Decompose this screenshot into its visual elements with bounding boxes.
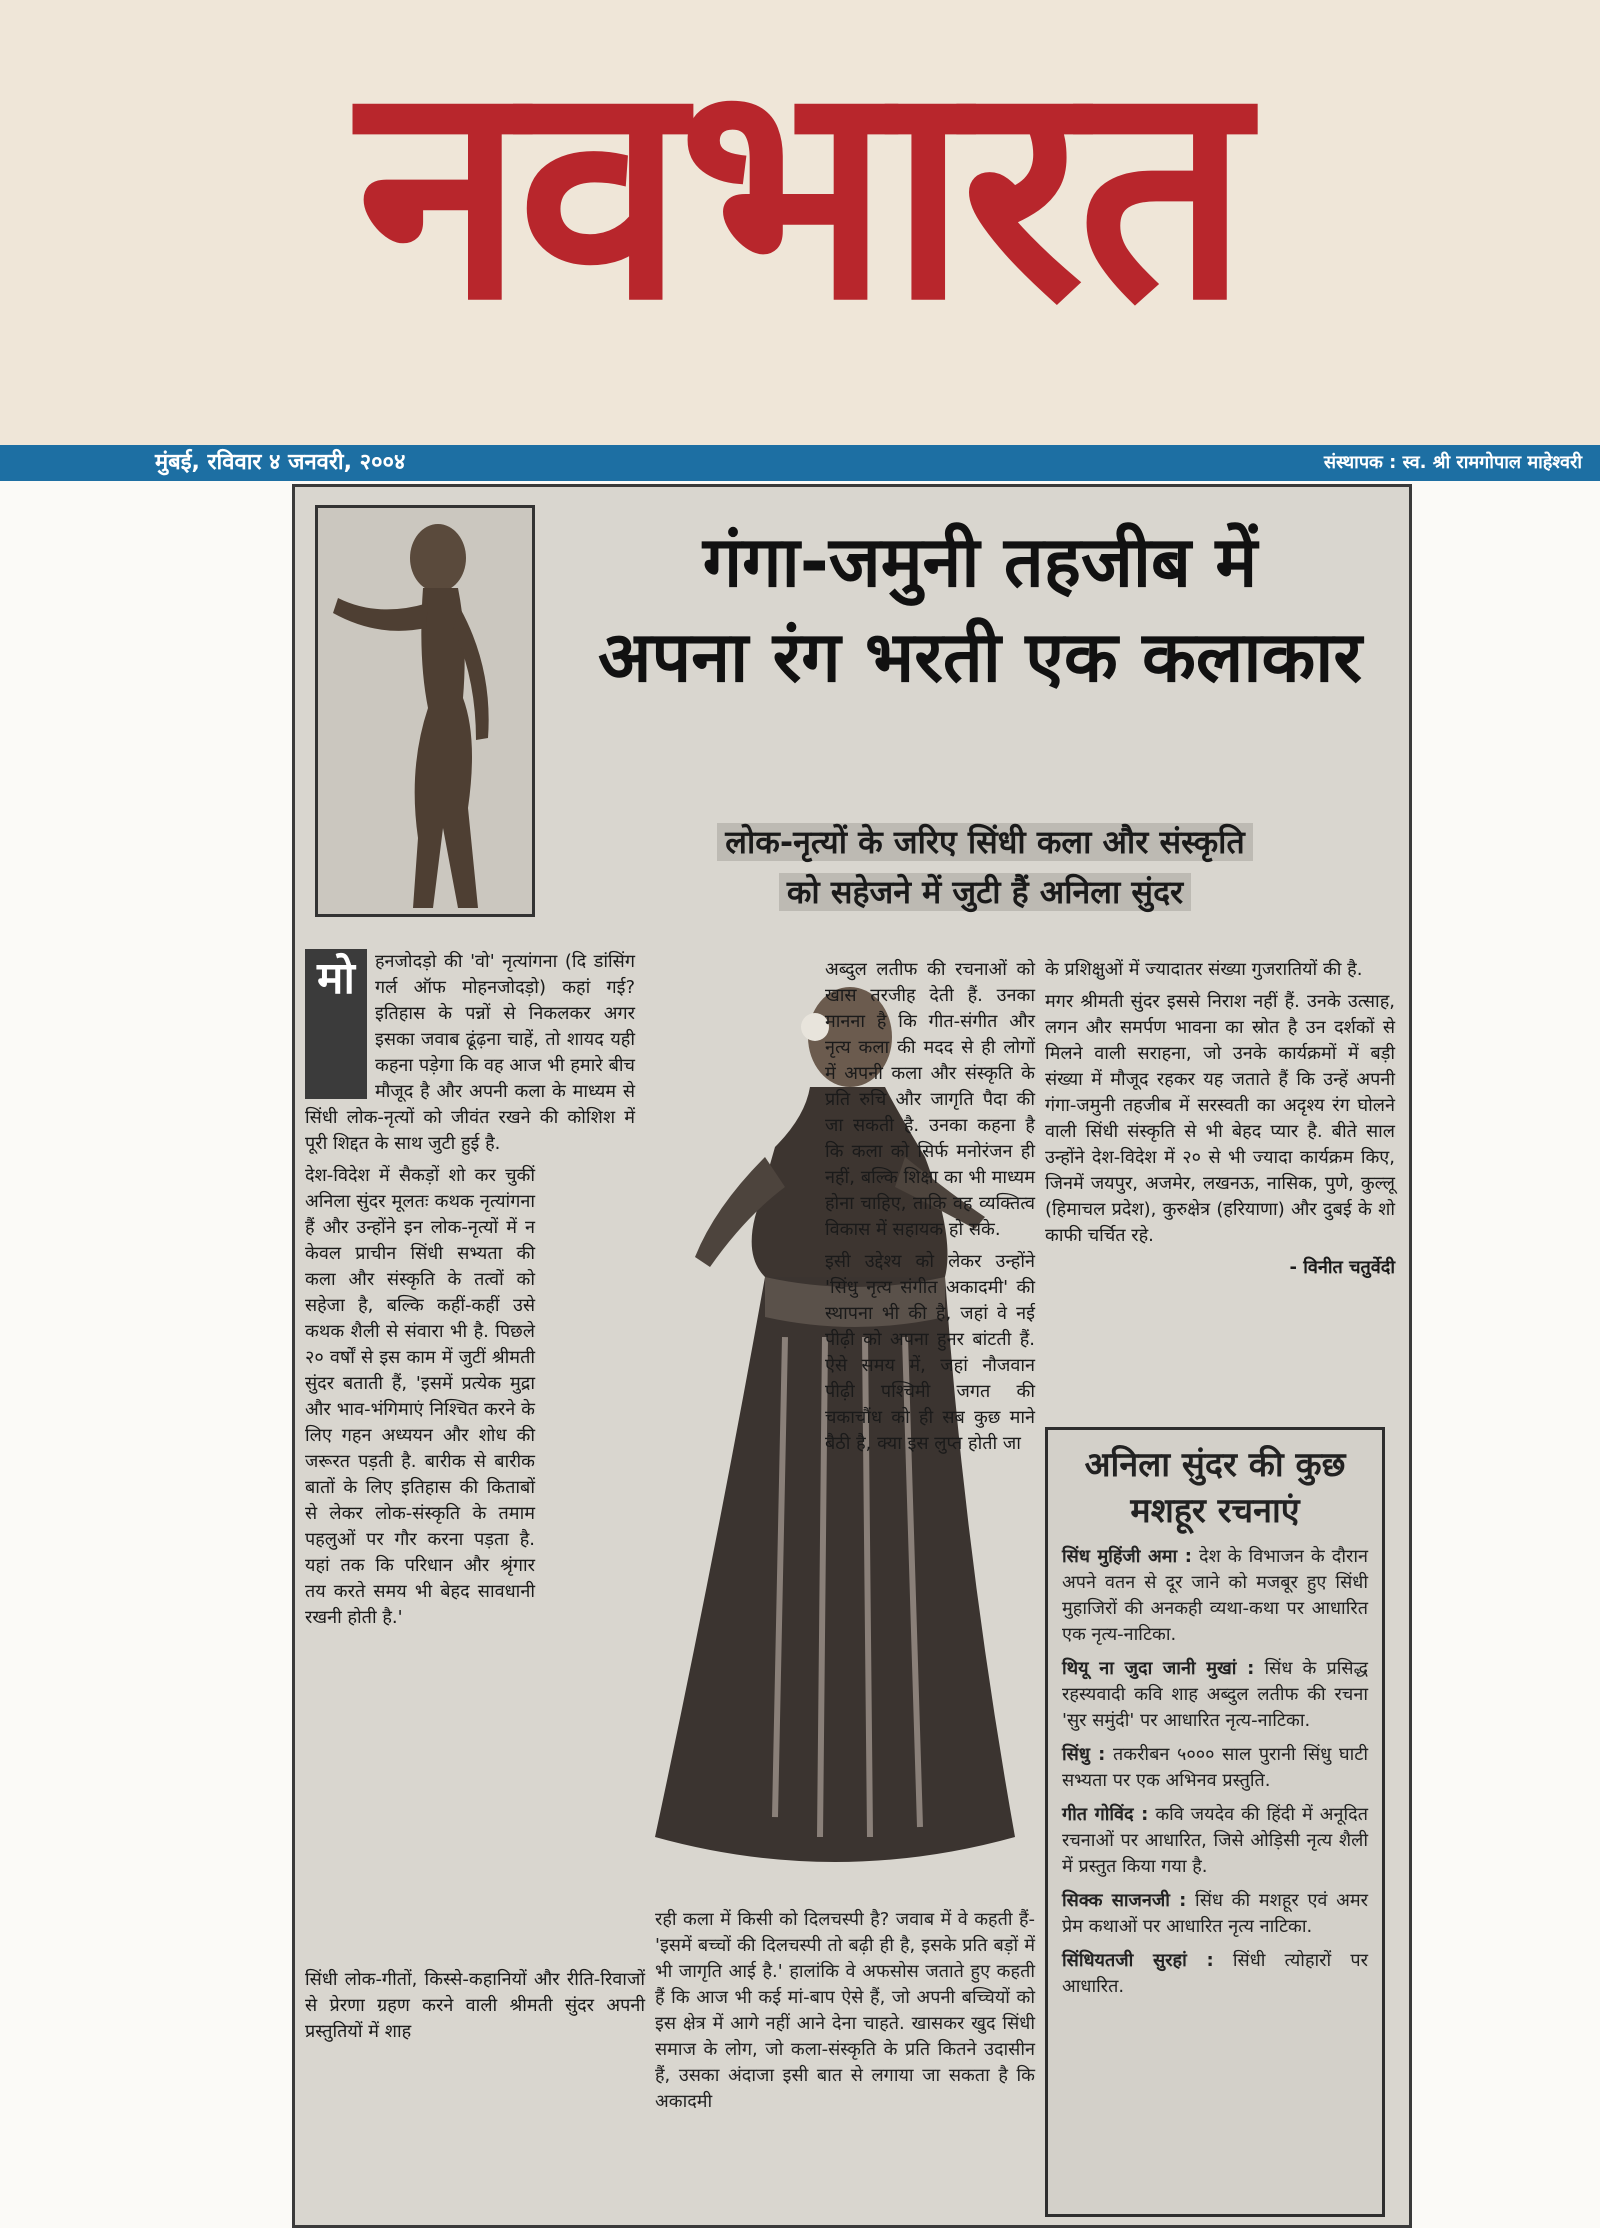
sidebar-item-desc: सिंध की मशहूर एवं अमर प्रेम कथाओं पर आधारित नृत्य नाटिका. — [1062, 1890, 1368, 1937]
statue-figure-icon — [318, 508, 532, 914]
col1-paragraph-2: देश-विदेश में सैकड़ों शो कर चुकीं अनिला सुंदर मूलतः कथक नृत्यांगना हैं और उन्होंने इन लोक-नृत्यों में न केवल प्राचीन सिंधी सभ्यता की कला और संस्कृति के तत्वों को सहेजा है, बल्कि कहीं-कहीं उसे कथक शैली से संवारा भी है. पिछले २० वर्षों से इस काम में जुटीं श्रीमती सुंदर बताती हैं, 'इसमें प्रत्येक मुद्रा और भाव-भंगिमाएं निश्चित करने के लिए गहन अध्ययन और शोध की जरूरत पड़ती है. बारीक से बारीक बातों के लिए इतिहास की किताबों से लेकर लोक-संस्कृति के तमाम पहलुओं पर गौर करना पड़ता है. यहां तक कि परिधान और श्रृंगार तय करते समय भी बेहद सावधानी रखनी होती है.' — [305, 1165, 535, 1628]
sidebar-item-name: सिंधु : — [1062, 1744, 1106, 1765]
founder-credit: संस्थापक : स्व. श्री रामगोपाल माहेश्वरी — [1323, 452, 1582, 473]
sidebar-item — [1062, 1656, 1368, 1734]
sidebar-item-desc: तकरीबन ५००० साल पुरानी सिंधु घाटी सभ्यता पर एक अभिनव प्रस्तुति. — [1062, 1744, 1368, 1791]
col2-paragraph-2: इसी उद्देश्य को लेकर उन्होंने 'सिंधु नृत्य संगीत अकादमी' की स्थापना भी की है, जहां वे नई पीढ़ी को अपना हुनर बांटती हैं. ऐसे समय में, जहां नौजवान पीढ़ी पश्चिमी जगत की चकाचौंध को ही सब कुछ माने बैठी है, क्या इस लुप्त होती जा — [825, 1251, 1035, 1454]
sidebar-item-name: सिंधियतजी सुरहां : — [1062, 1950, 1214, 1971]
article-column-2 — [825, 957, 1035, 1463]
col2-paragraph-1: अब्दुल लतीफ की रचनाओं को खास तरजीह देती हैं. उनका मानना है कि गीत-संगीत और नृत्य कला की मदद से ही लोगों में अपनी कला और संस्कृति के प्रति रुचि और जागृति पैदा की जा सकती है. उनका कहना है कि कला को सिर्फ मनोरंजन ही नहीं, बल्कि शिक्षा का भी माध्यम होना चाहिए, ताकि वह व्यक्तित्व विकास में सहायक हो सके. — [825, 959, 1035, 1240]
dancing-girl-statue-photo — [315, 505, 535, 917]
masthead-info-bar — [0, 445, 1600, 481]
sidebar-item-name: थियू ना जुदा जानी मुखां : — [1062, 1658, 1255, 1679]
headline-line-2: अपना रंग भरती एक कलाकार — [598, 616, 1362, 698]
drop-cap: मो — [305, 949, 367, 1099]
sidebar-item-name: गीत गोविंद : — [1062, 1804, 1149, 1825]
bottom-paragraph: रही कला में किसी को दिलचस्पी है? जवाब में वे कहती हैं- 'इसमें बच्चों की दिलचस्पी तो बढ़ी ही है, इसके प्रति बड़ों में भी जागृति आई है.' हालांकि वे अफसोस जताते हुए कहती हैं कि आज भी कई मां-बाप ऐसे हैं, जो अपनी बच्चियों को इस क्षेत्र में आगे नहीं आने देना चाहते. खासकर खुद सिंधी समाज के लोग, जो कला-संस्कृति के प्रति कितने उदासीन हैं, उसका अंदाजा इसी बात से लगाया जा सकता है कि अकादमी — [655, 1909, 1035, 2112]
sidebar-title: अनिला सुंदर की कुछ मशहूर रचनाएं — [1084, 1445, 1346, 1531]
article-column-3 — [1045, 957, 1395, 1281]
article-column-1 — [305, 949, 635, 1637]
works-sidebar-box — [1045, 1427, 1385, 2217]
sidebar-item — [1062, 1888, 1368, 1940]
sidebar-item-desc: सिंधी त्योहारों पर आधारित. — [1062, 1950, 1368, 1997]
article-bottom-column — [655, 1907, 1035, 2115]
article-column-1-continued — [305, 1967, 645, 2051]
dateline: मुंबई, रविवार ४ जनवरी, २००४ — [155, 450, 406, 475]
newspaper-title: नवभारत — [357, 13, 1243, 366]
subheadline — [565, 817, 1405, 917]
sidebar-item-desc: देश के विभाजन के दौरान अपने वतन से दूर जाने को मजबूर हुए सिंधी मुहाजिरों की अनकही व्यथा-कथा पर आधारित एक नृत्य-नाटिका. — [1062, 1546, 1368, 1645]
byline-signature: - विनीत चतुर्वेदी — [1289, 1257, 1395, 1278]
sidebar-item-name: सिक्क साजनजी : — [1062, 1890, 1187, 1911]
masthead — [0, 0, 1600, 445]
headline-line-1: गंगा-जमुनी तहजीब में — [702, 521, 1258, 603]
article-clipping — [292, 484, 1412, 2228]
subhead-line-1: लोक-नृत्यों के जरिए सिंधी कला और संस्कृति — [717, 823, 1252, 861]
sidebar-item-name: सिंध मुहिंजी अमा : — [1062, 1546, 1192, 1567]
sidebar-item-desc: सिंध के प्रसिद्ध रहस्यवादी कवि शाह अब्दुल लतीफ की रचना 'सुर समुंदी' पर आधारित नृत्य-नाटिका. — [1062, 1658, 1368, 1731]
subhead-line-2: को सहेजने में जुटी हैं अनिला सुंदर — [779, 873, 1191, 911]
sidebar-item — [1062, 1948, 1368, 2000]
col1-paragraph-3: सिंधी लोक-गीतों, किस्से-कहानियों और रीति-रिवाजों से प्रेरणा ग्रहण करने वाली श्रीमती सुंदर अपनी प्रस्तुतियों में शाह — [305, 1969, 645, 2042]
sidebar-item — [1062, 1742, 1368, 1794]
col3-paragraph-1: के प्रशिक्षुओं में ज्यादातर संख्या गुजरातियों की है. — [1045, 959, 1363, 980]
col1-paragraph-1: हनजोदड़ो की 'वो' नृत्यांगना (दि डांसिंग गर्ल ऑफ मोहनजोदड़ो) कहां गई? इतिहास के पन्नों से निकलकर अगर इसका जवाब ढूंढ़ना चाहें, तो शायद यही कहना पड़ेगा कि वह आज भी हमारे बीच मौजूद है और अपनी कला के माध्यम से सिंधी लोक-नृत्यों को जीवंत रखने की कोशिश में पूरी शिद्दत के साथ जुटी हुई है. — [305, 951, 635, 1154]
headline — [550, 517, 1410, 707]
sidebar-item-desc: कवि जयदेव की हिंदी में अनूदित रचनाओं पर आधारित, जिसे ओड़िसी नृत्य शैली में प्रस्तुत किया गया है. — [1062, 1804, 1368, 1877]
col3-paragraph-2: मगर श्रीमती सुंदर इससे निराश नहीं हैं. उनके उत्साह, लगन और समर्पण भावना का स्रोत है उन दर्शकों से मिलने वाली सराहना, जो उनके कार्यक्रमों में बड़ी संख्या में मौजूद रहकर यह जताते हैं कि उन्हें अपनी गंगा-जमुनी तहजीब में सरस्वती का अदृश्य रंग घोलने वाली सिंधी संस्कृति से भी बेहद प्यार है. बीते साल उन्होंने देश-विदेश में २० से भी ज्यादा कार्यक्रम किए, जिनमें जयपुर, अजमेर, लखनऊ, नासिक, पुणे, कुल्लू (हिमाचल प्रदेश), कुरुक्षेत्र (हरियाणा) और दुबई के शो काफी चर्चित रहे. — [1045, 991, 1395, 1246]
sidebar-item — [1062, 1544, 1368, 1648]
sidebar-item — [1062, 1802, 1368, 1880]
